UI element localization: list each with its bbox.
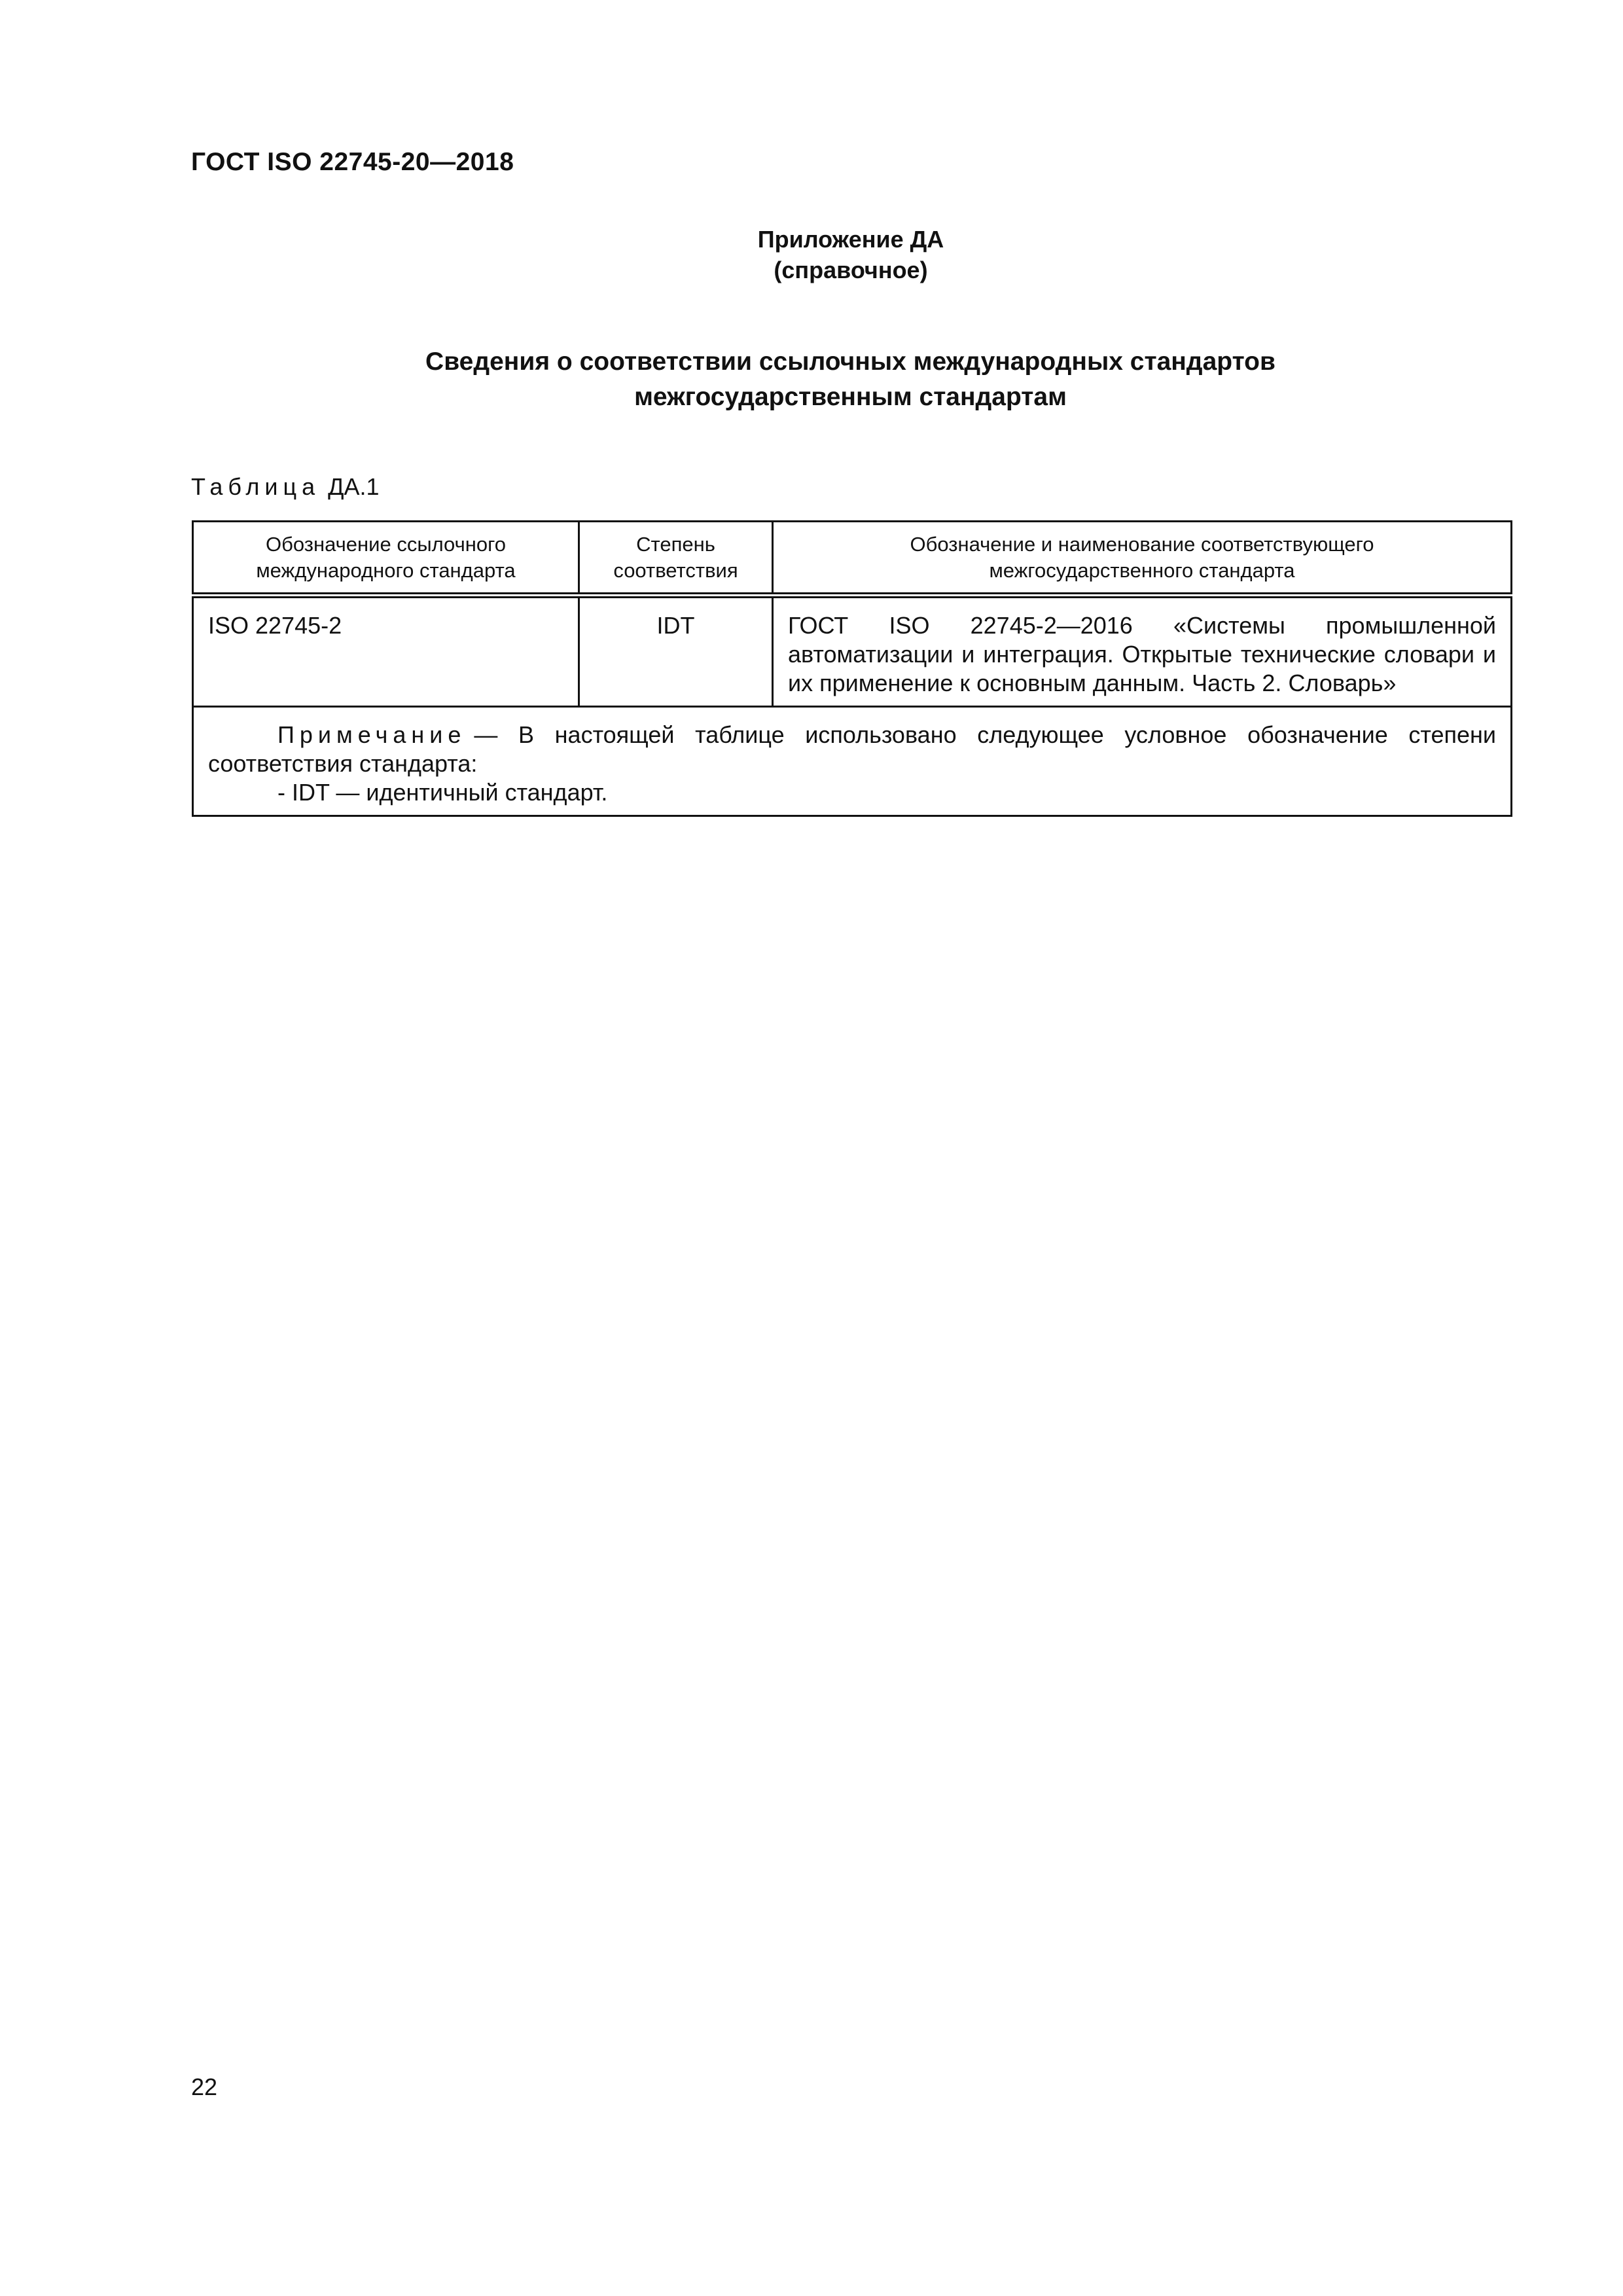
table-caption-word: Таблица bbox=[191, 473, 321, 500]
header-col3-line2: межгосударственного стандарта bbox=[989, 558, 1295, 582]
header-col1-line1: Обозначение ссылочного bbox=[266, 532, 506, 556]
annex-status: (справочное) bbox=[774, 257, 928, 283]
header-reference-standard bbox=[193, 522, 579, 596]
cell-standard: ГОСТ ISO 22745-2—2016 «Системы промышленной автоматизации и интеграция. Открытые технические словари и их применение к основным данным. Часть 2. Словарь» bbox=[773, 596, 1512, 707]
table-caption bbox=[191, 473, 380, 501]
header-degree bbox=[579, 522, 773, 596]
note-dash: — bbox=[474, 721, 498, 748]
header-col2-line1: Степень bbox=[636, 532, 715, 556]
note-label: Примечание bbox=[277, 721, 467, 748]
annex-title bbox=[191, 344, 1510, 415]
note-paragraph bbox=[208, 721, 1496, 778]
annex-label: Приложение ДА bbox=[757, 226, 944, 253]
reference-standards-table bbox=[192, 520, 1512, 817]
header-col2-line2: соответствия bbox=[613, 558, 738, 582]
table-row bbox=[193, 596, 1512, 707]
annex-title-line-1: Сведения о соответствии ссылочных международных стандартов bbox=[425, 348, 1275, 376]
cell-degree: IDT bbox=[579, 596, 773, 707]
header-col1-line2: международного стандарта bbox=[256, 558, 516, 582]
header-interstate-standard bbox=[773, 522, 1512, 596]
header-col3-line1: Обозначение и наименование соответствующего bbox=[910, 532, 1374, 556]
annex-title-line-2: межгосударственным стандартам bbox=[634, 383, 1067, 411]
page-number: 22 bbox=[191, 2073, 218, 2100]
table-note-row bbox=[193, 707, 1512, 816]
running-head: ГОСТ ISO 22745-20—2018 bbox=[191, 148, 514, 176]
annex-heading bbox=[654, 224, 1047, 285]
table-header-row bbox=[193, 522, 1512, 596]
cell-reference: ISO 22745-2 bbox=[193, 596, 579, 707]
note-list-item: - IDT — идентичный стандарт. bbox=[277, 779, 608, 806]
table-note bbox=[193, 707, 1512, 816]
table-caption-number: ДА.1 bbox=[328, 473, 380, 500]
note-text: В настоящей таблице использовано следующее условное обозначение степени соответствия стандарта: bbox=[208, 721, 1496, 777]
